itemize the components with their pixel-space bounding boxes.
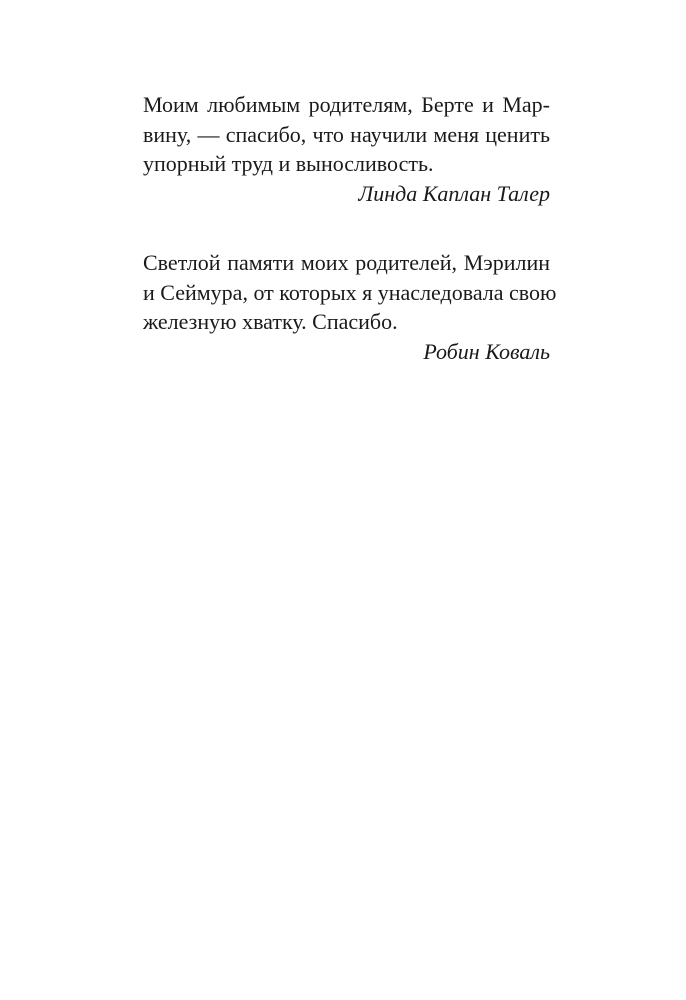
dedication-paragraph	[143, 90, 550, 208]
dedication-line: упорный труд и выносливость.	[143, 151, 434, 176]
dedication-paragraph	[143, 248, 557, 366]
dedication-signature: Линда Каплан Талер	[358, 180, 550, 206]
dedication-line: железную хватку. Спасибо.	[143, 309, 398, 334]
dedication-signature: Робин Коваль	[423, 338, 550, 364]
dedication-line: Моим любимым родителям, Берте и Мар-	[143, 92, 550, 117]
dedication-line: и Сеймура, от которых я унаследовала свою	[143, 279, 557, 305]
dedication-line: вину, — спасибо, что научили меня ценить	[143, 121, 550, 147]
dedication-line: Светлой памяти моих родителей, Мэрилин	[143, 250, 550, 275]
